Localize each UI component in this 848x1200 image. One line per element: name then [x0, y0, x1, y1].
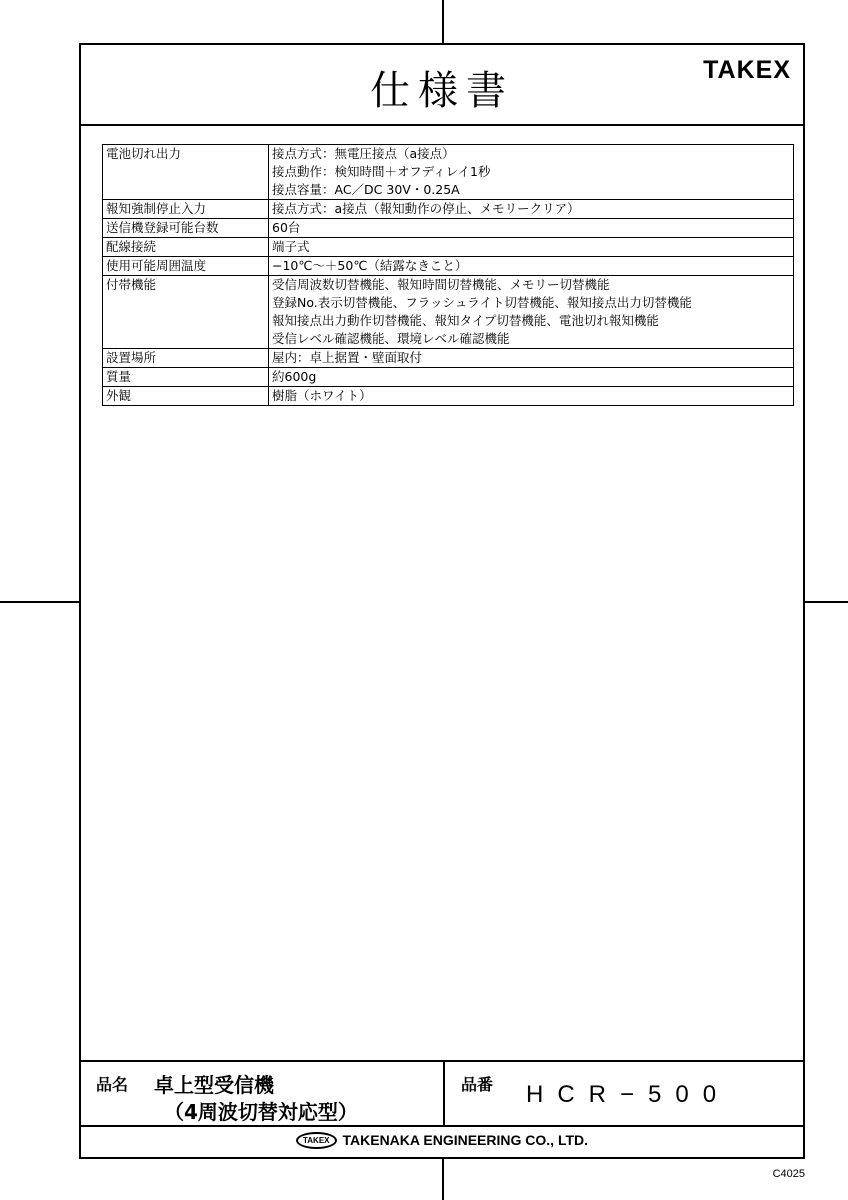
- spec-label: 質量: [103, 368, 269, 387]
- crop-mark-top: [442, 0, 444, 43]
- spec-row: [103, 368, 794, 387]
- company-name: TAKENAKA ENGINEERING CO., LTD.: [342, 1132, 589, 1148]
- product-number-label: 品番: [461, 1075, 494, 1094]
- spec-value-line: 登録No.表示切替機能、フラッシュライト切替機能、報知接点出力切替機能: [272, 295, 692, 310]
- spec-value: [269, 145, 794, 200]
- spec-value: [269, 349, 794, 368]
- spec-value-line: −10℃〜＋50℃（結露なきこと）: [272, 258, 468, 273]
- spec-label: 配線接続: [103, 238, 269, 257]
- spec-value-line: 受信周波数切替機能、報知時間切替機能、メモリー切替機能: [272, 277, 610, 292]
- spec-label: 設置場所: [103, 349, 269, 368]
- spec-label: 外観: [103, 387, 269, 406]
- document-title: 仕様書: [370, 68, 514, 114]
- spec-value-line: 接点容量：AC／DC 30V・0.25A: [272, 182, 460, 197]
- spec-value: [269, 368, 794, 387]
- spec-value-line: 樹脂（ホワイト）: [272, 388, 372, 403]
- spec-value-line: 接点方式：無電圧接点（a接点）: [272, 146, 455, 161]
- spec-value-line: 接点動作：検知時間＋オフディレイ1秒: [272, 164, 491, 179]
- product-name-subtitle: （4周波切替対応型）: [164, 1100, 358, 1124]
- spec-value: [269, 387, 794, 406]
- product-name: 卓上型受信機: [154, 1073, 274, 1097]
- spec-value: [269, 257, 794, 276]
- title-block: [81, 1060, 803, 1159]
- spec-label: 報知強制停止入力: [103, 200, 269, 219]
- spec-value-line: 60台: [272, 220, 301, 235]
- spec-value-line: 屋内：卓上据置・壁面取付: [272, 350, 423, 365]
- title-block-rule: [81, 1125, 803, 1127]
- document-header: [81, 45, 803, 126]
- spec-row: [103, 349, 794, 368]
- spec-row: [103, 145, 794, 200]
- spec-row: [103, 387, 794, 406]
- spec-value: [269, 219, 794, 238]
- spec-label: 電池切れ出力: [103, 145, 269, 200]
- spec-value-line: 端子式: [272, 239, 310, 254]
- crop-mark-bottom: [442, 1159, 444, 1200]
- spec-label: 使用可能周囲温度: [103, 257, 269, 276]
- spec-value-line: 報知接点出力動作切替機能、報知タイプ切替機能、電池切れ報知機能: [272, 313, 659, 328]
- company-logo: TAKEX: [296, 1132, 337, 1149]
- spec-table: [102, 144, 794, 406]
- document-number: C4025: [772, 1168, 805, 1180]
- document-frame: [79, 43, 805, 1159]
- spec-row: [103, 219, 794, 238]
- product-number: HCR−500: [526, 1081, 731, 1108]
- brand-logo: TAKEX: [703, 56, 791, 84]
- company-line: [81, 1132, 803, 1149]
- spec-value: [269, 238, 794, 257]
- spec-row: [103, 276, 794, 349]
- spec-label: 付帯機能: [103, 276, 269, 349]
- spec-row: [103, 238, 794, 257]
- spec-value: [269, 276, 794, 349]
- spec-label: 送信機登録可能台数: [103, 219, 269, 238]
- spec-value-line: 接点方式：a接点（報知動作の停止、メモリークリア）: [272, 201, 580, 216]
- crop-mark-right: [805, 601, 848, 603]
- spec-value-line: 受信レベル確認機能、環境レベル確認機能: [272, 331, 510, 346]
- spec-value-line: 約600g: [272, 369, 317, 384]
- spec-value: [269, 200, 794, 219]
- product-name-label: 品名: [96, 1075, 129, 1094]
- title-block-divider: [443, 1062, 445, 1125]
- crop-mark-left: [0, 601, 79, 603]
- spec-row: [103, 200, 794, 219]
- spec-row: [103, 257, 794, 276]
